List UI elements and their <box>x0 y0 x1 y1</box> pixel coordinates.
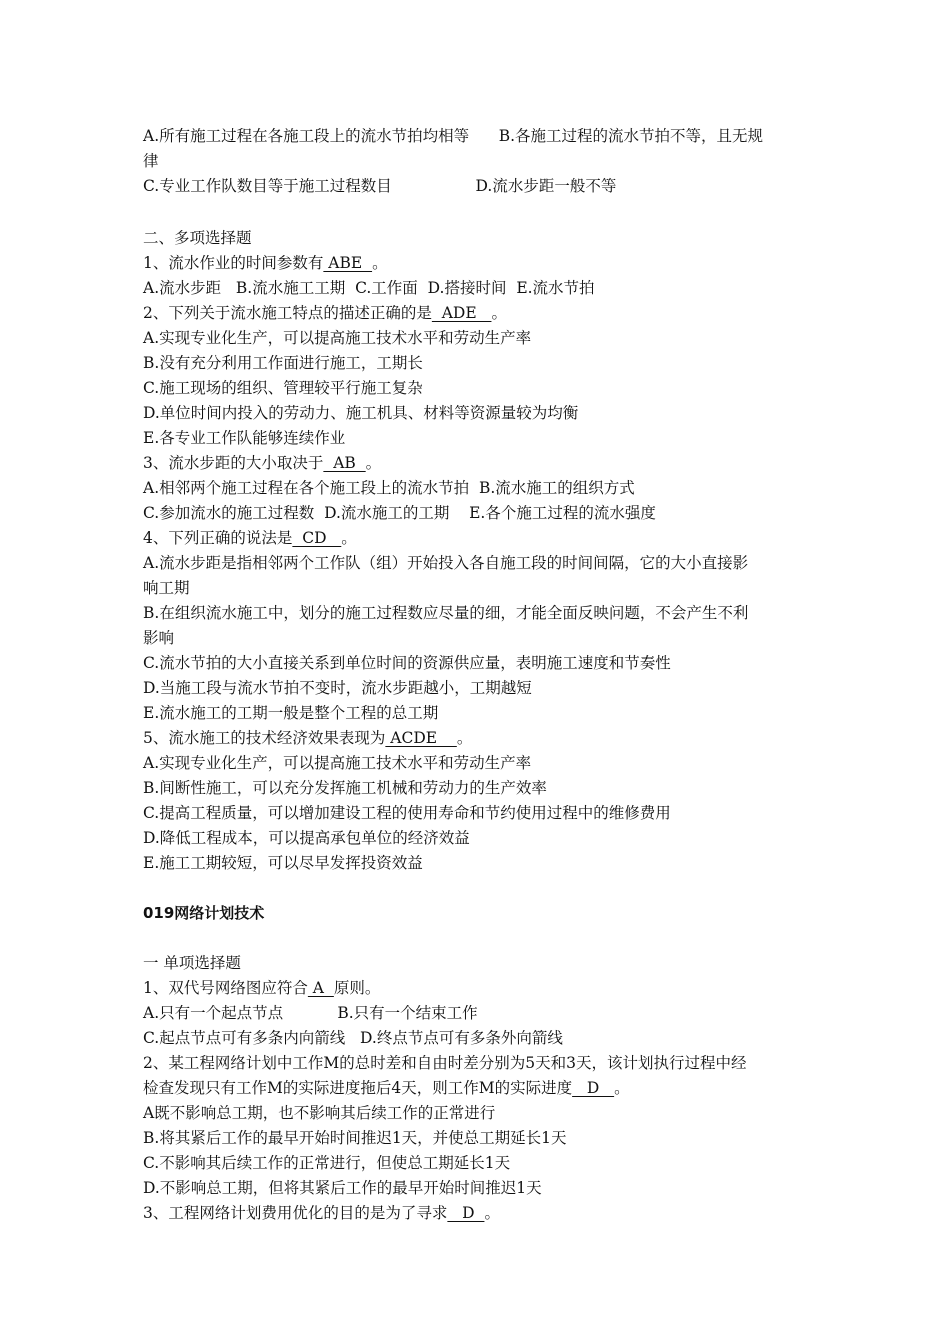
option-line: D.不影响总工期，但将其紧后工作的最早开始时间推迟1天 <box>143 1179 542 1197</box>
option-line: A.实现专业化生产，可以提高施工技术水平和劳动生产率 <box>143 329 532 347</box>
option-line: C.起点节点可有多条内向箭线 D.终点节点可有多条外向箭线 <box>143 1029 563 1047</box>
option-a: A.所有施工过程在各施工段上的流水节拍均相等 <box>143 127 470 145</box>
option-line: E.施工工期较短，可以尽早发挥投资效益 <box>143 854 423 872</box>
option-line: 影响 <box>143 629 175 647</box>
answer-blank: D <box>447 1204 485 1222</box>
option-line: D.单位时间内投入的劳动力、施工机具、材料等资源量较为均衡 <box>143 404 579 422</box>
option-line: D.当施工段与流水节拍不变时，流水步距越小，工期越短 <box>143 679 532 697</box>
option-line: B.没有充分利用工作面进行施工，工期长 <box>143 354 423 372</box>
option-c: C.专业工作队数目等于施工过程数目 <box>143 177 392 195</box>
option-line: C.提高工程质量，可以增加建设工程的使用寿命和节约使用过程中的维修费用 <box>143 804 671 822</box>
option-line: E.各专业工作队能够连续作业 <box>143 429 346 447</box>
option-line <box>143 124 815 149</box>
option-line: C.不影响其后续工作的正常进行，但使总工期延长1天 <box>143 1154 511 1172</box>
answer-blank: D <box>572 1079 615 1097</box>
question-3: 3、工程网络计划费用优化的目的是为了寻求 D 。 <box>143 1204 500 1222</box>
answer-blank: A <box>307 979 334 997</box>
question-2: 2、下列关于流水施工特点的描述正确的是 ADE 。 <box>143 304 507 322</box>
answer-blank: AB <box>323 454 366 472</box>
section-heading: 一 单项选择题 <box>143 954 241 972</box>
answer-blank: ADE <box>431 304 492 322</box>
section-title: 019网络计划技术 <box>143 904 265 922</box>
option-line: A.只有一个起点节点 B.只有一个结束工作 <box>143 1004 478 1022</box>
document-page <box>143 124 815 1226</box>
option-line: C.参加流水的施工过程数 D.流水施工的工期 E.各个施工过程的流水强度 <box>143 504 656 522</box>
option-line: B.间断性施工，可以充分发挥施工机械和劳动力的生产效率 <box>143 779 547 797</box>
option-b: B.各施工过程的流水节拍不等，且无规 <box>498 127 764 145</box>
question-2: 2、某工程网络计划中工作M的总时差和自由时差分别为5天和3天，该计划执行过程中经 <box>143 1054 747 1072</box>
option-line: D.降低工程成本，可以提高承包单位的经济效益 <box>143 829 470 847</box>
question-4: 4、下列正确的说法是 CD 。 <box>143 529 357 547</box>
option-line: C.施工现场的组织、管理较平行施工复杂 <box>143 379 423 397</box>
option-line: A.相邻两个施工过程在各个施工段上的流水节拍 B.流水施工的组织方式 <box>143 479 635 497</box>
option-line: B.将其紧后工作的最早开始时间推迟1天，并使总工期延长1天 <box>143 1129 567 1147</box>
option-line: B.在组织流水施工中，划分的施工过程数应尽量的细，才能全面反映问题，不会产生不利 <box>143 604 749 622</box>
answer-blank: CD <box>292 529 342 547</box>
option-d: D.流水步距一般不等 <box>475 177 617 195</box>
answer-blank: ACDE <box>385 729 457 747</box>
question-5: 5、流水施工的技术经济效果表现为 ACDE 。 <box>143 729 473 747</box>
question-3: 3、流水步距的大小取决于 AB 。 <box>143 454 382 472</box>
option-line <box>143 174 815 199</box>
option-line-wrap: 律 <box>143 152 159 170</box>
option-line: A.实现专业化生产，可以提高施工技术水平和劳动生产率 <box>143 754 532 772</box>
question-1: 1、流水作业的时间参数有 ABE 。 <box>143 254 388 272</box>
question-2-cont: 检查发现只有工作M的实际进度拖后4天，则工作M的实际进度 D 。 <box>143 1079 630 1097</box>
option-line: 响工期 <box>143 579 190 597</box>
question-1: 1、双代号网络图应符合 A 原则。 <box>143 979 381 997</box>
option-line: C.流水节拍的大小直接关系到单位时间的资源供应量，表明施工速度和节奏性 <box>143 654 671 672</box>
option-line: A既不影响总工期，也不影响其后续工作的正常进行 <box>143 1104 496 1122</box>
option-line: E.流水施工的工期一般是整个工程的总工期 <box>143 704 439 722</box>
section-heading: 二、多项选择题 <box>143 229 252 247</box>
option-line: A.流水步距是指相邻两个工作队（组）开始投入各自施工段的时间间隔，它的大小直接影 <box>143 554 749 572</box>
question-options: A.流水步距 B.流水施工工期 C.工作面 D.搭接时间 E.流水节拍 <box>143 279 595 297</box>
answer-blank: ABE <box>323 254 373 272</box>
